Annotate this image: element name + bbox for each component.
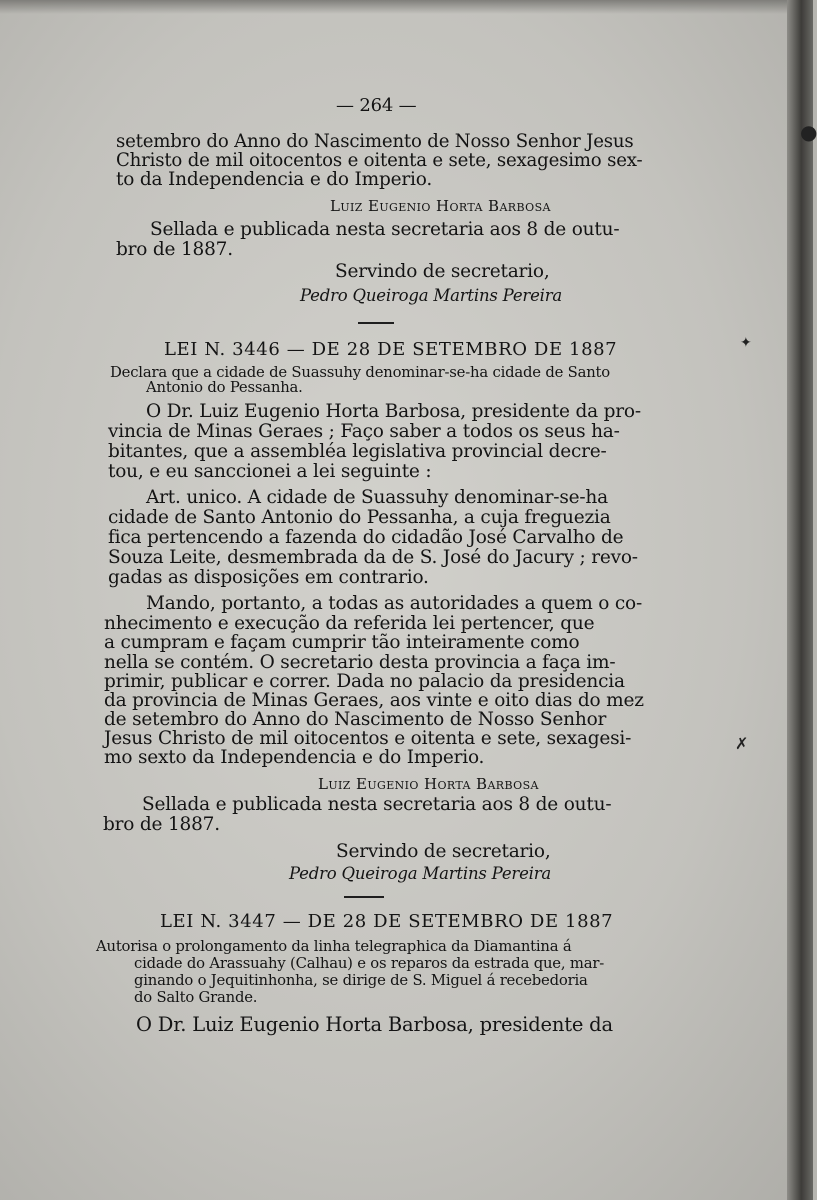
- law-summary-line: do Salto Grande.: [134, 989, 258, 1006]
- text-line: tou, e eu sanccionei a lei seguinte :: [108, 461, 432, 482]
- section-divider: [358, 322, 394, 324]
- secretary-signature: Pedro Queiroga Martins Pereira: [300, 286, 563, 305]
- text-line: Mando, portanto, a todas as autoridades a quem o co-: [146, 593, 643, 614]
- text-line: bitantes, que a assembléa legislativa provincial decre-: [108, 441, 607, 462]
- text-line: Souza Leite, desmembrada da de S. José do Jacury ; revo-: [108, 547, 638, 568]
- book-spine-edge: [787, 0, 813, 1200]
- text-line: da provincia de Minas Geraes, aos vinte e oito dias do mez: [104, 690, 644, 711]
- text-line: mo sexto da Independencia e do Imperio.: [104, 747, 485, 768]
- law-heading: LEI N. 3446 — DE 28 DE SETEMBRO DE 1887: [164, 339, 618, 360]
- text-line: setembro do Anno do Nascimento de Nosso Senhor Jesus: [116, 131, 634, 152]
- text-line: fica pertencendo a fazenda do cidadão José Carvalho de: [108, 527, 624, 548]
- text-line: vincia de Minas Geraes ; Faço saber a todos os seus ha-: [108, 421, 620, 442]
- law-summary-line: cidade do Arassuahy (Calhau) e os reparos da estrada que, mar-: [134, 955, 604, 972]
- ink-speck: ✦: [740, 335, 752, 351]
- text-line: Sellada e publicada nesta secretaria aos 8 de outu-: [150, 219, 620, 240]
- section-divider: [344, 896, 384, 898]
- ink-speck: ●: [800, 120, 817, 144]
- text-line: de setembro do Anno do Nascimento de Nosso Senhor: [104, 709, 607, 730]
- law-summary-line: Antonio do Pessanha.: [146, 379, 303, 396]
- law-summary-line: Autorisa o prolongamento da linha telegraphica da Diamantina á: [96, 938, 572, 955]
- text-line: gadas as disposições em contrario.: [108, 567, 429, 588]
- law-summary-line: ginando o Jequitinhonha, se dirige de S. Miguel á recebedoria: [134, 972, 588, 989]
- text-line: bro de 1887.: [116, 239, 233, 260]
- page-number: — 264 —: [336, 95, 417, 116]
- text-line: bro de 1887.: [103, 814, 220, 835]
- secretary-signature: Pedro Queiroga Martins Pereira: [289, 864, 552, 883]
- text-line: O Dr. Luiz Eugenio Horta Barbosa, presidente da pro-: [146, 401, 641, 422]
- serving-line: Servindo de secretario,: [336, 841, 551, 862]
- signature: Luiz Eugenio Horta Barbosa: [330, 197, 551, 215]
- page-top-shadow: [0, 0, 813, 14]
- law-heading: LEI N. 3447 — DE 28 DE SETEMBRO DE 1887: [160, 911, 614, 932]
- text-line: O Dr. Luiz Eugenio Horta Barbosa, presidente da: [136, 1013, 613, 1036]
- text-line: primir, publicar e correr. Dada no palacio da presidencia: [104, 671, 625, 692]
- text-line: cidade de Santo Antonio do Pessanha, a cuja freguezia: [108, 507, 611, 528]
- text-line: nella se contém. O secretario desta provincia a faça im-: [104, 652, 616, 673]
- law-summary-line: Declara que a cidade de Suassuhy denominar-se-ha cidade de Santo: [110, 364, 611, 381]
- ink-speck: ✗: [735, 734, 749, 753]
- signature: Luiz Eugenio Horta Barbosa: [318, 775, 539, 793]
- serving-line: Servindo de secretario,: [335, 261, 550, 282]
- text-line: to da Independencia e do Imperio.: [116, 169, 433, 190]
- text-line: Art. unico. A cidade de Suassuhy denominar-se-ha: [146, 487, 608, 508]
- text-line: nhecimento e execução da referida lei pertencer, que: [104, 613, 595, 634]
- text-line: Christo de mil oitocentos e oitenta e sete, sexagesimo sex-: [116, 150, 643, 171]
- text-line: Jesus Christo de mil oitocentos e oitenta e sete, sexagesi-: [104, 728, 632, 749]
- text-line: Sellada e publicada nesta secretaria aos 8 de outu-: [142, 794, 612, 815]
- text-line: a cumpram e façam cumprir tão inteiramente como: [104, 632, 580, 653]
